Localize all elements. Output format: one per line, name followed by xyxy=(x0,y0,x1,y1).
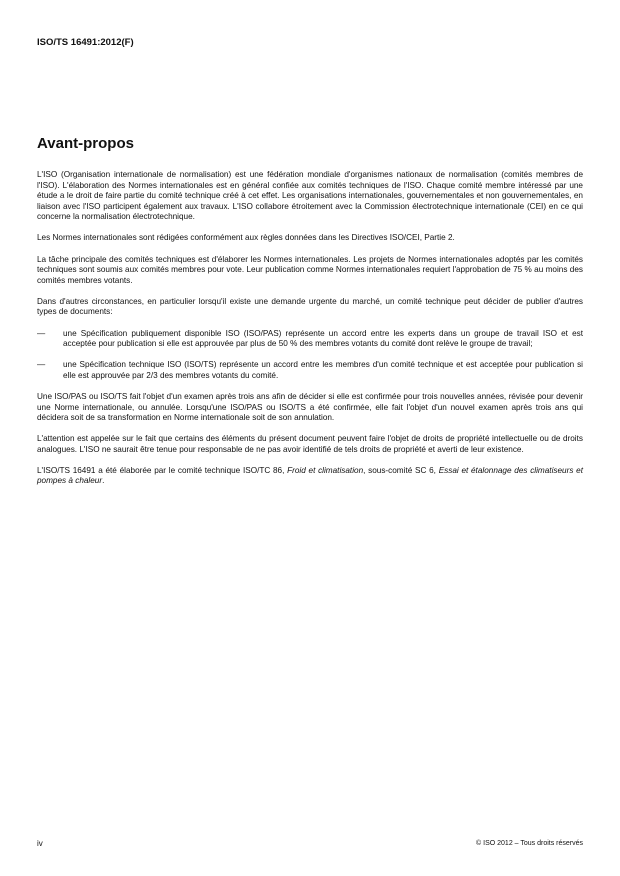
paragraph-directives: Les Normes internationales sont rédigées conformément aux règles données dans les Directives ISO/CEI, Partie 2. xyxy=(37,233,455,243)
committee-text-1: L'ISO/TS 16491 a été élaborée par le comité technique ISO/TC 86, xyxy=(37,465,288,475)
document-id-header: ISO/TS 16491:2012(F) xyxy=(37,37,134,48)
section-title: Avant-propos xyxy=(37,135,134,152)
paragraph-patent-rights: L'attention est appelée sur le fait que certains des éléments du présent document peuvent faire l'objet de droits de propriété intellectuelle ou de droits analogues. L'ISO ne saurait être tenue pour responsable de ne pas avoir identifié de tels droits de propriété et averti de leur existence. xyxy=(37,434,583,454)
subcommittee-name: Essai et étalonnage des climatiseurs et pompes à chaleur xyxy=(37,465,583,486)
committee-text-2: , sous-comité SC 6, xyxy=(363,465,439,475)
paragraph-review: Une ISO/PAS ou ISO/TS fait l'objet d'un examen après trois ans afin de décider si elle est confirmée pour trois nouvelles années, révisée pour devenir une Norme internationale, ou annulée. Lorsqu'une ISO/PAS ou ISO/TS a été confirmée, elle fait l'objet d'un nouvel examen après trois ans qui décidera soit de sa transformation en Norme internationale soit de son annulation. xyxy=(37,391,583,423)
list-dash: — xyxy=(37,360,46,370)
copyright-notice: © ISO 2012 – Tous droits réservés xyxy=(476,840,583,847)
paragraph-other-documents: Dans d'autres circonstances, en particulier lorsqu'il existe une demande urgente du marché, un comité technique peut décider de publier d'autres types de documents: xyxy=(37,296,583,317)
foreword-body xyxy=(37,170,583,498)
paragraph-main-task: La tâche principale des comités techniques est d'élaborer les Normes internationales. Les projets de Normes internationales adoptés par les comités techniques sont soumis aux comités membres pour vote. Leur publication comme Normes internationales requiert l'approbation de 75 % au moins des comités membres votants. xyxy=(37,254,583,285)
list-item xyxy=(37,329,583,350)
list-item-text-ts: une Spécification technique ISO (ISO/TS) représente un accord entre les membres d'un comité technique et est acceptée pour publication si elle est approuvée par 2/3 des membres votants du comité. xyxy=(63,360,583,380)
committee-text-end: . xyxy=(102,476,105,486)
list-item-text-pas: une Spécification publiquement disponible ISO (ISO/PAS) représente un accord entre les experts dans un groupe de travail ISO et est acceptée pour publication si elle est approuvée par plus de 50 % des membres votants du comité dont relève le groupe de travail; xyxy=(63,328,583,349)
committee-name: Froid et climatisation xyxy=(287,465,364,475)
paragraph-iso-intro: L'ISO (Organisation internationale de normalisation) est une fédération mondiale d'organismes nationaux de normalisation (comités membres de l'ISO). L'élaboration des Normes internationales est en général confiée aux comités techniques de l'ISO. Chaque comité membre intéressé par une étude a le droit de faire partie du comité technique créé à cet effet. Les organisations internationales, gouvernementales et non gouvernementales, en liaison avec l'ISO participent également aux travaux. L'ISO collabore étroitement avec la Commission électrotechnique internationale (CEI) en ce qui concerne la normalisation électrotechnique. xyxy=(37,170,583,222)
paragraph-committee xyxy=(37,466,583,487)
list-dash: — xyxy=(37,328,46,338)
list-item xyxy=(37,360,583,381)
page-number: iv xyxy=(37,839,43,848)
